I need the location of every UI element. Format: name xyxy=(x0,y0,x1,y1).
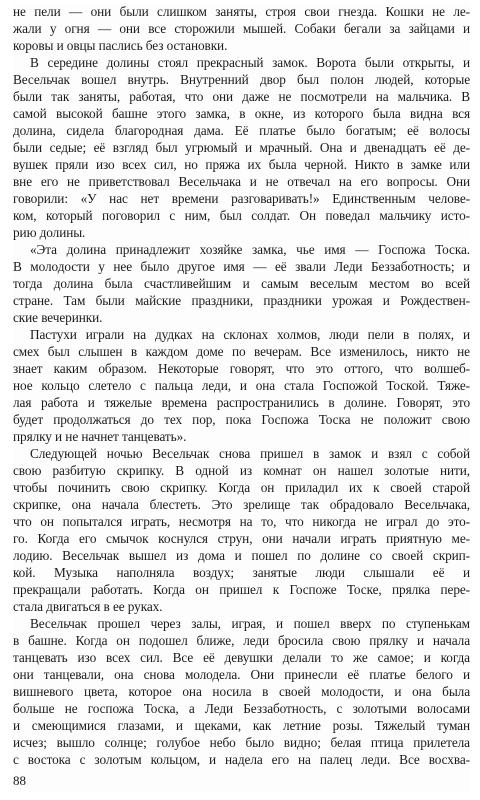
text-line: лодию. Весельчак вышел из дома и пошел по долине со своей скрип- xyxy=(13,548,470,563)
text-line: были седые; её взгляд был угрюмый и мрачный. Она и двенадцать её де- xyxy=(13,140,470,155)
page-body-text xyxy=(13,3,470,768)
text-line: лая работа и тяжелые времена распространились в долине. Говорят, это xyxy=(13,395,470,410)
text-line: вне его не приветствовал Весельчака и не отвечал на его вопросы. Они xyxy=(13,174,470,189)
text-line: вушек пряли изо всех сил, но пряжа их была черной. Никто в замке или xyxy=(13,157,470,172)
text-line: что он попытался играть, несмотря на то, что никогда не играл до это- xyxy=(13,514,470,529)
text-line: Следующей ночью Весельчак снова пришел в замок и взял с собой xyxy=(30,446,470,461)
text-line: они танцевали, она снова молодела. Они принесли её платье белого и xyxy=(13,667,470,682)
text-line: Весельчак прошел через залы, играя, и пошел вверх по ступенькам xyxy=(30,616,470,631)
text-line: не пели — они были слишком заняты, строя свои гнезда. Кошки не ле- xyxy=(13,4,470,19)
text-line: смех был слышен в каждом доме по вечерам. Все изменилось, никто не xyxy=(13,344,470,359)
text-line: чтобы починить свою скрипку. Когда он приладил их к своей старой xyxy=(13,480,470,495)
text-line: свою разбитую скрипку. В одной из комнат он нашел золотые нити, xyxy=(13,463,470,478)
text-line: танцевать изо всех сил. Все её девушки делали то же самое; и когда xyxy=(13,650,470,665)
book-page xyxy=(13,3,470,793)
text-line: рию долины. xyxy=(13,225,86,240)
text-line: тогда долина была счастливейшим и самым веселым местом во всей xyxy=(13,276,470,291)
text-line: скрипке, она начала блестеть. Это зрелище так обрадовало Весельчака, xyxy=(13,497,470,512)
text-line: долина, сидела благородная дама. Её платье было богатым; её волосы xyxy=(13,123,470,138)
text-line: исчез; вышло солнце; голубое небо было видно; белая птица прилетела xyxy=(13,735,470,750)
text-line: будет продолжаться до тех пор, пока Госпожа Тоска не положит свою xyxy=(13,412,470,427)
page-number: 88 xyxy=(13,773,26,788)
text-line: Пастухи играли на дудках на склонах холмов, люди пели в полях, и xyxy=(30,327,470,342)
text-line: и смеющимися глазами, и щеками, как летние розы. Тяжелый туман xyxy=(13,718,470,733)
text-line: коровы и овцы паслись без остановки. xyxy=(13,38,228,53)
text-line: вишневого цвета, которое она носила в своей молодости, и она была xyxy=(13,684,470,699)
text-line: прекращали работать. Когда он пришел к Госпоже Тоске, прялка пере- xyxy=(13,582,470,597)
text-line: знает каким образом. Некоторые говорят, что это оттого, что волшеб- xyxy=(13,361,470,376)
text-line: кой. Музыка наполняла воздух; занятые люди слышали её и xyxy=(13,565,470,580)
text-line: были так заняты, работая, что они даже не посмотрели на мальчика. В xyxy=(13,89,470,104)
text-line: стране. Там были майские праздники, праздники урожая и Рождествен- xyxy=(13,293,470,308)
text-line: ские вечеринки. xyxy=(13,310,103,325)
text-line: «Эта долина принадлежит хозяйке замка, чье имя — Госпожа Тоска. xyxy=(30,242,470,257)
text-line: ное кольцо слетело с пальца леди, и она стала Госпожой Тоской. Тяже- xyxy=(13,378,470,393)
text-line: больше не госпожа Тоска, а Леди Беззаботность, с золотыми волосами xyxy=(13,701,470,716)
text-line: в башне. Когда он подошел ближе, леди бросила свою прялку и начала xyxy=(13,633,470,648)
text-line: В молодости у нее было другое имя — её звали Леди Беззаботность; и xyxy=(13,259,470,274)
text-line: говорили: «У нас нет времени разговаривать!» Единственным челове- xyxy=(13,191,470,206)
text-line: прялку и не начнет танцевать». xyxy=(13,429,187,444)
text-line: Весельчак вошел внутрь. Внутренний двор был полон людей, которые xyxy=(13,72,470,87)
text-line: с востока с золотым кольцом, и надела его на палец леди. Все восхва- xyxy=(13,752,470,767)
text-line: го. Когда его смычок коснулся струн, они начали играть приятную ме- xyxy=(13,531,470,546)
text-line: жали у огня — они все сторожили мышей. Собаки бегали за зайцами и xyxy=(13,21,470,36)
text-line: В середине долины стоял прекрасный замок. Ворота были открыты, и xyxy=(30,55,470,70)
text-line: самой высокой башне этого замка, в окне, из которого была видна вся xyxy=(13,106,470,121)
text-line: ком, который поговорил с ним, был солдат. Он поведал мальчику исто- xyxy=(13,208,470,223)
text-line: стала двигаться в ее руках. xyxy=(13,599,163,614)
